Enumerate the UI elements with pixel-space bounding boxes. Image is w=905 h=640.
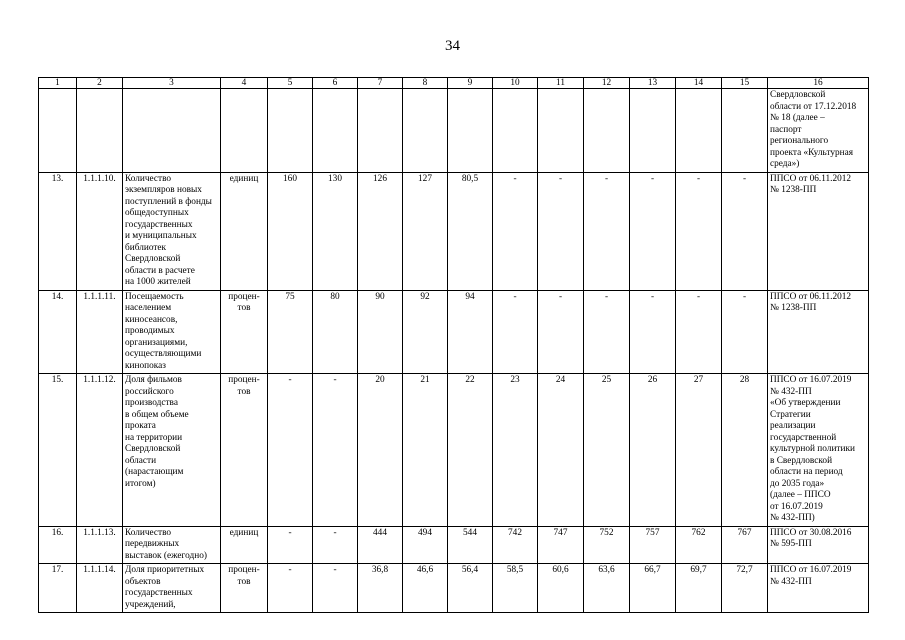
source-cell-line: (далее – ППСО: [770, 490, 831, 500]
value-cell: -: [722, 290, 768, 374]
indicator-name-cell-line: российского: [125, 386, 174, 397]
value-cell: -: [268, 374, 313, 527]
indicators-table: [38, 77, 869, 613]
source-cell-line: Стратегии: [770, 409, 811, 420]
table-row: [39, 526, 869, 564]
indicator-name-cell-line: государственных: [125, 588, 193, 598]
source-cell-line: ППСО от 06.11.2012: [770, 291, 852, 302]
value-cell: -: [676, 290, 722, 374]
indicator-name-cell-line: Количество: [125, 527, 172, 538]
indicator-name-cell-line: объектов: [125, 576, 161, 587]
row-number-cell: 16.: [39, 526, 77, 564]
source-cell-line: № 1238-ПП: [770, 185, 817, 195]
unit-cell-line: процен-: [228, 565, 260, 575]
value-cell: 46,6: [403, 564, 448, 613]
source-cell-line: в Свердловской: [770, 455, 833, 466]
column-header: 11: [538, 78, 584, 89]
column-header: 8: [403, 78, 448, 89]
indicator-name-cell-line: на территории: [125, 432, 183, 443]
empty-cell: [77, 89, 123, 173]
indicator-name-cell-line: поступлений в фонды: [125, 196, 212, 207]
indicator-name-cell-line: общедоступных: [125, 208, 189, 218]
value-cell: -: [313, 526, 358, 564]
indicator-name-cell: [123, 290, 221, 374]
column-header: 15: [722, 78, 768, 89]
empty-cell: [403, 89, 448, 173]
source-cell-line: ППСО от 16.07.2019: [770, 565, 852, 575]
value-cell: -: [493, 290, 538, 374]
column-header: 3: [123, 78, 221, 89]
indicator-name-cell: [123, 526, 221, 564]
indicator-code-cell: 1.1.1.14.: [77, 564, 123, 613]
continuation-source-cell-line: области от 17.12.2018: [770, 101, 857, 112]
value-cell: 90: [358, 290, 403, 374]
value-cell: 127: [403, 172, 448, 290]
value-cell: 66,7: [630, 564, 676, 613]
source-cell: [768, 526, 869, 564]
value-cell: 72,7: [722, 564, 768, 613]
value-cell: 752: [584, 526, 630, 564]
indicator-name-cell-line: (нарастающим: [125, 467, 184, 477]
indicator-name-cell-line: проводимых: [125, 326, 175, 336]
indicator-name-cell-line: производства: [125, 398, 178, 408]
column-header: 14: [676, 78, 722, 89]
continuation-source-cell-line: паспорт: [770, 124, 802, 135]
value-cell: 60,6: [538, 564, 584, 613]
indicator-name-cell-line: киносеансов,: [125, 314, 178, 325]
indicator-name-cell: [123, 374, 221, 527]
value-cell: -: [268, 526, 313, 564]
indicator-code-cell: 1.1.1.11.: [77, 290, 123, 374]
source-cell: [768, 172, 869, 290]
value-cell: 762: [676, 526, 722, 564]
empty-cell: [493, 89, 538, 173]
value-cell: 69,7: [676, 564, 722, 613]
indicator-name-cell-line: Посещаемость: [125, 291, 184, 302]
column-header: 1: [39, 78, 77, 89]
indicator-name-cell-line: государственных: [125, 219, 193, 230]
empty-cell: [358, 89, 403, 173]
source-cell-line: от 16.07.2019: [770, 501, 823, 512]
table-header-row: [39, 78, 869, 89]
unit-cell-line: тов: [237, 576, 251, 587]
value-cell: 747: [538, 526, 584, 564]
indicator-name-cell-line: осуществляющими: [125, 349, 202, 359]
empty-cell: [676, 89, 722, 173]
source-cell-line: № 432-ПП: [770, 576, 812, 587]
value-cell: -: [538, 172, 584, 290]
value-cell: 544: [448, 526, 493, 564]
indicator-name-cell-line: передвижных: [125, 539, 180, 549]
indicator-name-cell-line: Свердловской: [125, 254, 181, 264]
indicator-name-cell-line: и муниципальных: [125, 231, 197, 241]
indicator-name-cell: [123, 172, 221, 290]
source-cell-line: № 432-ПП: [770, 386, 812, 397]
empty-cell: [221, 89, 268, 173]
column-header: 2: [77, 78, 123, 89]
source-cell-line: № 595-ПП: [770, 539, 812, 549]
empty-cell: [630, 89, 676, 173]
column-header: 12: [584, 78, 630, 89]
value-cell: -: [313, 374, 358, 527]
unit-cell-line: процен-: [228, 291, 260, 302]
source-cell-line: № 432-ПП): [770, 513, 815, 523]
empty-cell: [584, 89, 630, 173]
table-row: [39, 564, 869, 613]
unit-cell: [221, 374, 268, 527]
value-cell: -: [676, 172, 722, 290]
value-cell: -: [584, 172, 630, 290]
continuation-source-cell-line: № 18 (далее –: [770, 113, 825, 123]
column-header: 7: [358, 78, 403, 89]
value-cell: 494: [403, 526, 448, 564]
value-cell: 23: [493, 374, 538, 527]
continuation-source-cell-line: проекта «Культурная: [770, 147, 854, 158]
source-cell-line: до 2035 года»: [770, 478, 825, 489]
indicator-name-cell-line: организациями,: [125, 337, 188, 348]
table-row: [39, 290, 869, 374]
column-header: 9: [448, 78, 493, 89]
value-cell: 27: [676, 374, 722, 527]
column-header: 16: [768, 78, 869, 89]
source-cell: [768, 374, 869, 527]
indicator-name-cell-line: области: [125, 455, 157, 466]
source-cell-line: реализации: [770, 421, 816, 431]
value-cell: 63,6: [584, 564, 630, 613]
source-cell: [768, 290, 869, 374]
value-cell: 58,5: [493, 564, 538, 613]
empty-cell: [722, 89, 768, 173]
value-cell: 25: [584, 374, 630, 527]
value-cell: 22: [448, 374, 493, 527]
value-cell: 80,5: [448, 172, 493, 290]
unit-cell: [221, 564, 268, 613]
indicator-name-cell-line: области в расчете: [125, 265, 195, 276]
value-cell: -: [584, 290, 630, 374]
indicator-name-cell: [123, 564, 221, 613]
empty-cell: [39, 89, 77, 173]
column-header: 13: [630, 78, 676, 89]
source-cell-line: области на период: [770, 467, 843, 477]
value-cell: 444: [358, 526, 403, 564]
source-cell-line: ППСО от 16.07.2019: [770, 375, 852, 385]
value-cell: 126: [358, 172, 403, 290]
row-number-cell: 14.: [39, 290, 77, 374]
value-cell: 130: [313, 172, 358, 290]
page-number: 34: [445, 38, 460, 54]
empty-cell: [538, 89, 584, 173]
empty-cell: [268, 89, 313, 173]
source-cell-line: ППСО от 06.11.2012: [770, 173, 852, 184]
value-cell: -: [538, 290, 584, 374]
empty-cell: [123, 89, 221, 173]
row-number-cell: 15.: [39, 374, 77, 527]
unit-cell-line: единиц: [229, 527, 259, 538]
empty-cell: [313, 89, 358, 173]
indicator-name-cell-line: Доля фильмов: [125, 375, 182, 385]
row-number-cell: 13.: [39, 172, 77, 290]
indicator-name-cell-line: на 1000 жителей: [125, 277, 191, 287]
indicator-name-cell-line: выставок (ежегодно): [125, 550, 207, 561]
continuation-source-cell-line: регионального: [770, 136, 829, 146]
unit-cell-line: единиц: [229, 173, 259, 184]
column-header: 6: [313, 78, 358, 89]
continuation-source-cell: [768, 89, 869, 173]
indicator-name-cell-line: населением: [125, 303, 172, 313]
indicator-name-cell-line: Доля приоритетных: [125, 565, 205, 575]
unit-cell: [221, 290, 268, 374]
continuation-source-cell-line: Свердловской: [770, 90, 826, 100]
indicator-name-cell-line: проката: [125, 421, 156, 431]
value-cell: 56,4: [448, 564, 493, 613]
value-cell: 80: [313, 290, 358, 374]
source-cell-line: государственной: [770, 432, 837, 443]
unit-cell-line: процен-: [228, 375, 260, 385]
value-cell: -: [493, 172, 538, 290]
unit-cell: [221, 172, 268, 290]
source-cell: [768, 564, 869, 613]
table-row: [39, 374, 869, 527]
value-cell: 757: [630, 526, 676, 564]
value-cell: 20: [358, 374, 403, 527]
indicator-code-cell: 1.1.1.12.: [77, 374, 123, 527]
table-body: [39, 78, 869, 613]
indicator-name-cell-line: итогом): [125, 478, 156, 489]
indicator-name-cell-line: Количество: [125, 173, 172, 184]
table-row: [39, 172, 869, 290]
value-cell: -: [630, 172, 676, 290]
value-cell: -: [630, 290, 676, 374]
value-cell: 160: [268, 172, 313, 290]
indicator-code-cell: 1.1.1.13.: [77, 526, 123, 564]
unit-cell-line: тов: [237, 386, 251, 397]
empty-cell: [448, 89, 493, 173]
value-cell: 767: [722, 526, 768, 564]
value-cell: 742: [493, 526, 538, 564]
continuation-source-cell-line: среда»): [770, 159, 800, 169]
source-cell-line: ППСО от 30.08.2016: [770, 527, 852, 538]
source-cell-line: культурной политики: [770, 444, 855, 454]
indicator-name-cell-line: кинопоказ: [125, 360, 166, 371]
column-header: 10: [493, 78, 538, 89]
continuation-row: [39, 89, 869, 173]
value-cell: 92: [403, 290, 448, 374]
value-cell: 94: [448, 290, 493, 374]
unit-cell: [221, 526, 268, 564]
value-cell: 36,8: [358, 564, 403, 613]
indicator-name-cell-line: учреждений,: [125, 599, 176, 610]
value-cell: 26: [630, 374, 676, 527]
unit-cell-line: тов: [237, 303, 251, 313]
value-cell: 21: [403, 374, 448, 527]
value-cell: -: [722, 172, 768, 290]
indicator-name-cell-line: Свердловской: [125, 444, 181, 454]
column-header: 5: [268, 78, 313, 89]
indicator-name-cell-line: в общем объеме: [125, 409, 189, 420]
row-number-cell: 17.: [39, 564, 77, 613]
indicator-name-cell-line: библиотек: [125, 242, 167, 253]
value-cell: -: [313, 564, 358, 613]
source-cell-line: № 1238-ПП: [770, 303, 817, 313]
source-cell-line: «Об утверждении: [770, 398, 841, 408]
value-cell: 28: [722, 374, 768, 527]
value-cell: -: [268, 564, 313, 613]
indicator-code-cell: 1.1.1.10.: [77, 172, 123, 290]
value-cell: 75: [268, 290, 313, 374]
indicator-name-cell-line: экземпляров новых: [125, 185, 202, 195]
value-cell: 24: [538, 374, 584, 527]
column-header: 4: [221, 78, 268, 89]
